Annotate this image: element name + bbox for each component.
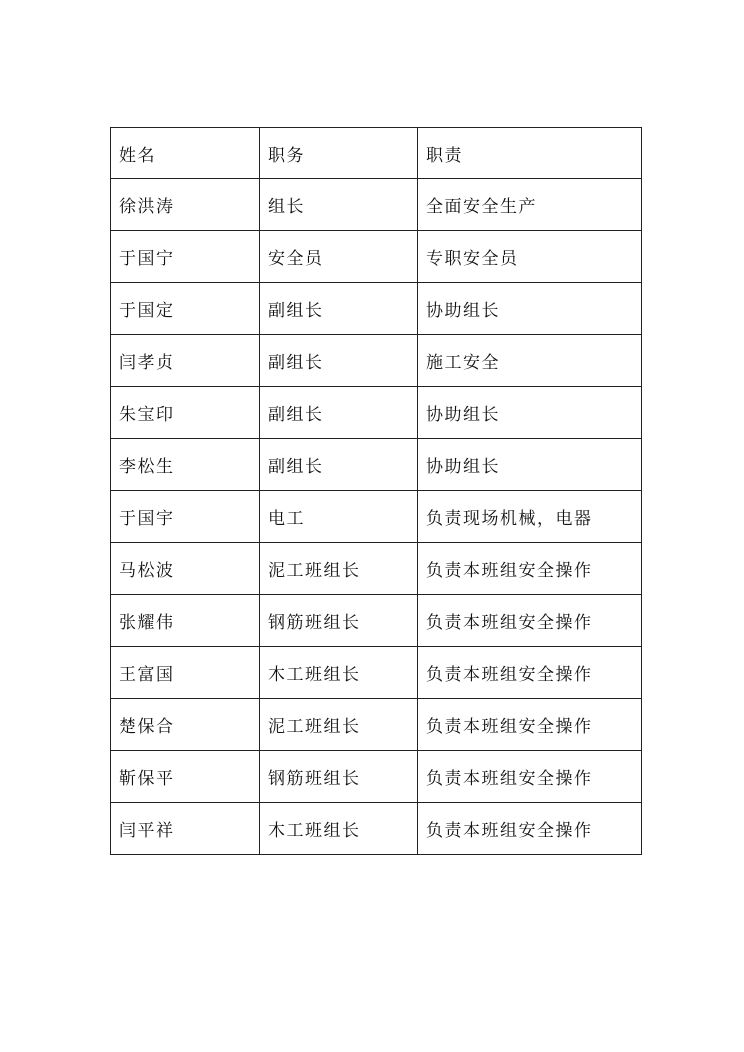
cell-position: 组长 [260,179,418,231]
cell-responsibility: 负责本班组安全操作 [418,543,642,595]
cell-responsibility: 负责本班组安全操作 [418,699,642,751]
cell-responsibility: 协助组长 [418,283,642,335]
cell-responsibility: 负责本班组安全操作 [418,647,642,699]
cell-responsibility: 负责本班组安全操作 [418,751,642,803]
header-responsibility: 职责 [418,128,642,179]
table-row [111,179,642,231]
cell-position: 副组长 [260,283,418,335]
table-row [111,595,642,647]
cell-name: 朱宝印 [111,387,260,439]
header-position: 职务 [260,128,418,179]
cell-name: 徐洪涛 [111,179,260,231]
cell-name: 楚保合 [111,699,260,751]
cell-position: 木工班组长 [260,803,418,855]
cell-name: 李松生 [111,439,260,491]
table-row [111,283,642,335]
cell-name: 靳保平 [111,751,260,803]
cell-position: 安全员 [260,231,418,283]
cell-name: 于国宇 [111,491,260,543]
cell-responsibility: 负责本班组安全操作 [418,803,642,855]
cell-responsibility: 施工安全 [418,335,642,387]
cell-responsibility: 负责现场机械，电器 [418,491,642,543]
cell-position: 泥工班组长 [260,543,418,595]
table-header-row [111,128,642,179]
cell-name: 张耀伟 [111,595,260,647]
table-row [111,231,642,283]
cell-name: 王富国 [111,647,260,699]
table-row [111,647,642,699]
cell-position: 钢筋班组长 [260,751,418,803]
cell-position: 电工 [260,491,418,543]
table-row [111,387,642,439]
table-row [111,491,642,543]
safety-team-table [110,127,642,855]
cell-responsibility: 协助组长 [418,439,642,491]
cell-responsibility: 全面安全生产 [418,179,642,231]
cell-position: 泥工班组长 [260,699,418,751]
cell-name: 于国宁 [111,231,260,283]
table-row [111,699,642,751]
cell-responsibility: 专职安全员 [418,231,642,283]
table-body [111,128,642,855]
table-row [111,543,642,595]
table-row [111,803,642,855]
header-name: 姓名 [111,128,260,179]
cell-position: 副组长 [260,387,418,439]
cell-position: 副组长 [260,439,418,491]
cell-name: 马松波 [111,543,260,595]
cell-position: 钢筋班组长 [260,595,418,647]
cell-name: 于国定 [111,283,260,335]
table-row [111,335,642,387]
cell-responsibility: 负责本班组安全操作 [418,595,642,647]
cell-name: 闫平祥 [111,803,260,855]
table-row [111,751,642,803]
cell-position: 木工班组长 [260,647,418,699]
table-row [111,439,642,491]
cell-name: 闫孝贞 [111,335,260,387]
cell-responsibility: 协助组长 [418,387,642,439]
cell-position: 副组长 [260,335,418,387]
